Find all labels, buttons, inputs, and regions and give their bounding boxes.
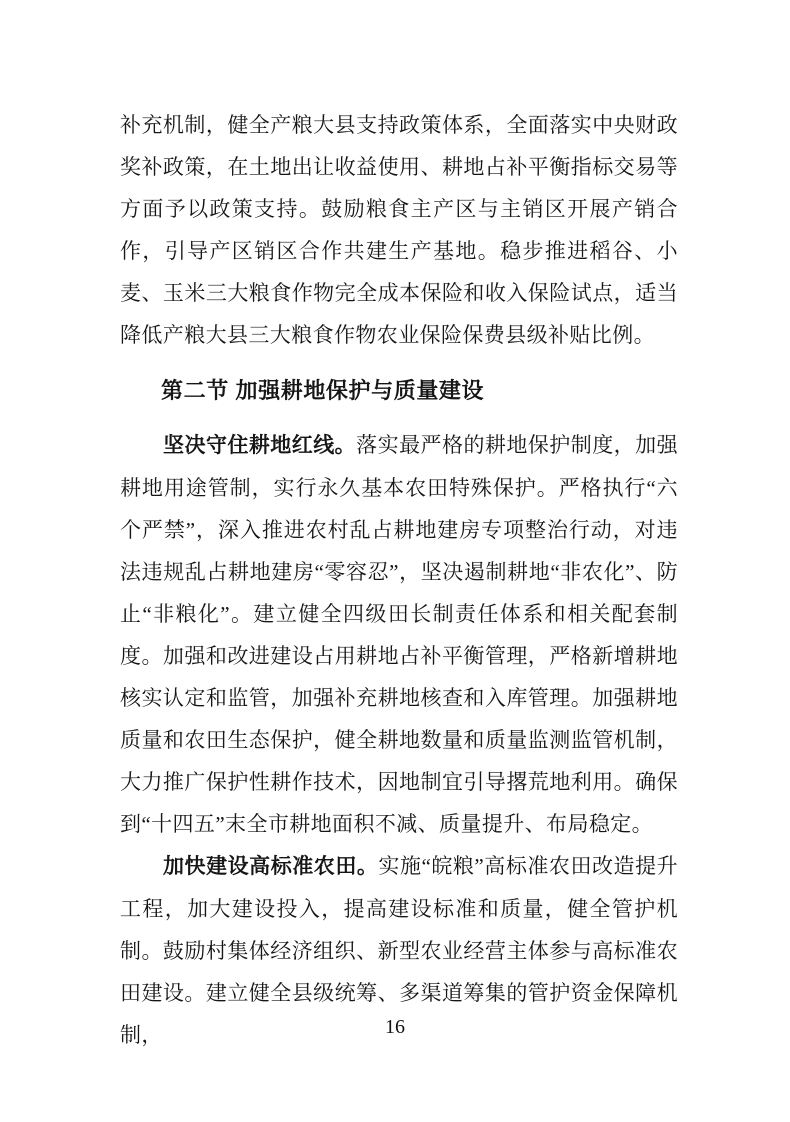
page-number: 16 xyxy=(385,1016,405,1038)
page-content xyxy=(120,104,678,1056)
paragraph-body-text: 落实最严格的耕地保护制度，加强耕地用途管制，实行永久基本农田特殊保护。严格执行“六个严禁”，深入推进农村乱占耕地建房专项整治行动，对违法违规乱占耕地建房“零容忍”，坚决遏制耕地“非农化”、防止“非粮化”。建立健全四级田长制责任体系和相关配套制度。加强和改进建设占用耕地占补平衡管理，严格新增耕地核实认定和监管，加强补充耕地核查和入库管理。加强耕地质量和农田生态保护，健全耕地数量和质量监测监管机制，大力推广保护性耕作技术，因地制宜引导撂荒地利用。确保到“十四五”末全市耕地面积不减、质量提升、布局稳定。 xyxy=(120,433,679,836)
paragraph-body-text: 实施“皖粮”高标准农田改造提升工程，加大建设投入，提高建设标准和质量，健全管护机制。鼓励村集体经济组织、新型农业经营主体参与高标准农田建设。建立健全县级统筹、多渠道筹集的管护资金保障机制， xyxy=(120,854,679,1047)
paragraph-farmland-redline xyxy=(120,424,678,845)
paragraph-bold-lead: 加快建设高标准农田。 xyxy=(163,855,379,878)
section-heading: 第二节 加强耕地保护与质量建设 xyxy=(161,378,485,403)
paragraph-continuation: 补充机制，健全产粮大县支持政策体系，全面落实中央财政奖补政策，在土地出让收益使用、耕地占补平衡指标交易等方面予以政策支持。鼓励粮食主产区与主销区开展产销合作，引导产区销区合作共建生产基地。稳步推进稻谷、小麦、玉米三大粮食作物完全成本保险和收入保险试点，适当降低产粮大县三大粮食作物农业保险保费县级补贴比例。 xyxy=(120,113,678,347)
paragraph-bold-lead: 坚决守住耕地红线。 xyxy=(163,434,357,457)
